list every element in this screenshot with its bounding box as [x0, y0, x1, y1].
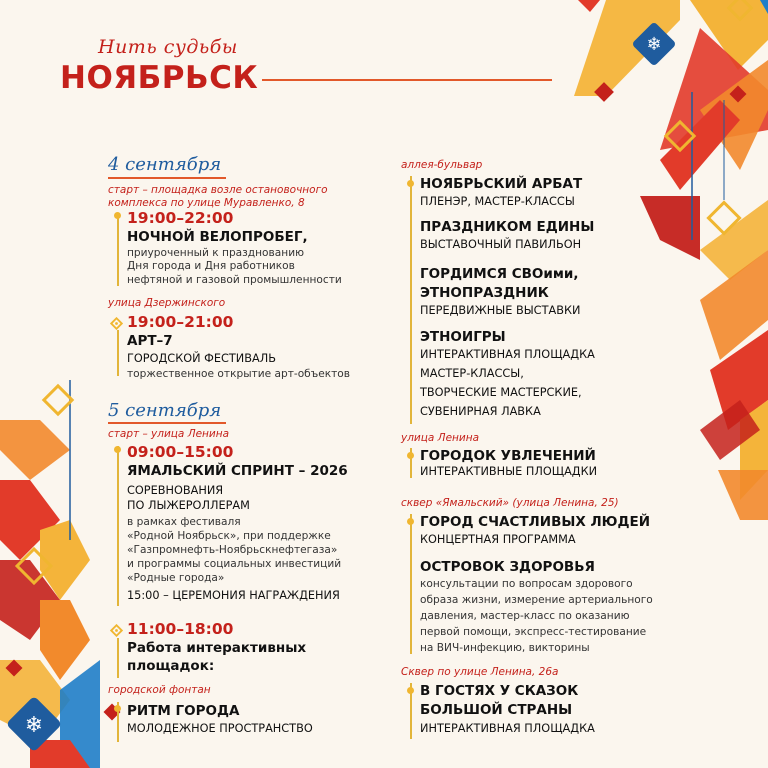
- event-location: улица Дзержинского: [108, 297, 226, 309]
- date-heading: 5 сентября: [108, 400, 222, 421]
- event-title: НОЧНОЙ ВЕЛОПРОБЕГ,: [127, 229, 308, 245]
- event-title: Работа интерактивных: [127, 640, 307, 656]
- event-description: Дня города и Дня работников: [127, 260, 295, 272]
- event-subtitle: ПЕРЕДВИЖНЫЕ ВЫСТАВКИ: [420, 304, 581, 317]
- event-title: ЭТНОПРАЗДНИК: [420, 285, 549, 301]
- event-subtitle: КОНЦЕРТНАЯ ПРОГРАММА: [420, 533, 576, 546]
- svg-text:❄: ❄: [24, 713, 44, 738]
- event-title: ГОРОДОК УВЛЕЧЕНИЙ: [420, 448, 596, 464]
- event-subtitle: ГОРОДСКОЙ ФЕСТИВАЛЬ: [127, 352, 276, 365]
- date-underline: [108, 422, 226, 424]
- event-subtitle: СУВЕНИРНАЯ ЛАВКА: [420, 405, 541, 418]
- event-time: 19:00–21:00: [127, 313, 234, 331]
- timeline-dot: [407, 687, 414, 694]
- event-time: 11:00–18:00: [127, 620, 234, 638]
- event-title: ГОРДИМСЯ СВОими,: [420, 266, 579, 282]
- event-subtitle: ИНТЕРАКТИВНАЯ ПЛОЩАДКА: [420, 722, 595, 735]
- event-location: старт – улица Ленина: [108, 428, 230, 440]
- timeline-line: [117, 330, 119, 376]
- event-description: первой помощи, экспресс-тестирование: [420, 626, 647, 638]
- event-location: Сквер по улице Ленина, 26а: [401, 666, 559, 678]
- event-location: улица Ленина: [401, 432, 480, 444]
- event-subtitle: МАСТЕР-КЛАССЫ,: [420, 367, 524, 380]
- event-description: и программы социальных инвестиций: [127, 558, 342, 570]
- event-title: площадок:: [127, 658, 215, 674]
- event-title: ГОРОД СЧАСТЛИВЫХ ЛЮДЕЙ: [420, 514, 651, 530]
- event-title: ЭТНОИГРЫ: [420, 329, 506, 345]
- event-subtitle: ИНТЕРАКТИВНЫЕ ПЛОЩАДКИ: [420, 465, 598, 478]
- event-description: в рамках фестиваля: [127, 516, 241, 528]
- event-description: на ВИЧ-инфекцию, викторины: [420, 642, 590, 654]
- event-subtitle: ТВОРЧЕСКИЕ МАСТЕРСКИЕ,: [420, 386, 582, 399]
- event-title: НОЯБРЬСКИЙ АРБАТ: [420, 176, 583, 192]
- event-title: ЯМАЛЬСКИЙ СПРИНТ – 2026: [127, 463, 348, 479]
- event-title: БОЛЬШОЙ СТРАНЫ: [420, 702, 573, 718]
- event-subtitle: 15:00 – ЦЕРЕМОНИЯ НАГРАЖДЕНИЯ: [127, 589, 340, 602]
- event-location: аллея-бульвар: [401, 159, 483, 171]
- timeline-line: [117, 638, 119, 678]
- logo-script: Нить судьбы: [98, 36, 238, 58]
- ornament-icon: [110, 624, 123, 637]
- logo-title: НОЯБРЬСК: [60, 60, 259, 96]
- header-rule: [262, 79, 552, 81]
- timeline-dot: [114, 705, 121, 712]
- svg-text:❄: ❄: [646, 34, 662, 55]
- event-time: 09:00–15:00: [127, 443, 234, 461]
- event-description: нефтяной и газовой промышленности: [127, 274, 342, 286]
- event-subtitle: ВЫСТАВОЧНЫЙ ПАВИЛЬОН: [420, 238, 582, 251]
- event-description: образа жизни, измерение артериального: [420, 594, 653, 606]
- event-title: ПРАЗДНИКОМ ЕДИНЫ: [420, 219, 595, 235]
- event-description: «Газпромнефть-Ноябрьскнефтегаза»: [127, 544, 338, 556]
- date-heading: 4 сентября: [108, 154, 222, 175]
- event-description: торжественное открытие арт-объектов: [127, 368, 351, 380]
- timeline-line: [117, 446, 119, 606]
- event-subtitle: СОРЕВНОВАНИЯ: [127, 484, 224, 497]
- event-description: «Родной Ноябрьск», при поддержке: [127, 530, 331, 542]
- event-location: старт – площадка возле остановочного комплекса по улице Муравленко, 8: [108, 184, 328, 209]
- event-title: РИТМ ГОРОДА: [127, 703, 240, 719]
- event-time: 19:00–22:00: [127, 209, 234, 227]
- event-location: сквер «Ямальский» (улица Ленина, 25): [401, 497, 619, 509]
- timeline-dot: [407, 518, 414, 525]
- event-title: В ГОСТЯХ У СКАЗОК: [420, 683, 579, 699]
- event-subtitle: ИНТЕРАКТИВНАЯ ПЛОЩАДКА: [420, 348, 595, 361]
- timeline-dot: [114, 212, 121, 219]
- event-description: приуроченный к празднованию: [127, 247, 304, 259]
- timeline-line: [410, 176, 412, 424]
- event-description: «Родные города»: [127, 572, 225, 584]
- event-subtitle: МОЛОДЕЖНОЕ ПРОСТРАНСТВО: [127, 722, 313, 735]
- event-title: ОСТРОВОК ЗДОРОВЬЯ: [420, 559, 595, 575]
- event-subtitle: ПО ЛЫЖЕРОЛЛЕРАМ: [127, 499, 250, 512]
- event-description: давления, мастер-класс по оказанию: [420, 610, 630, 622]
- date-underline: [108, 177, 226, 179]
- timeline-dot: [114, 446, 121, 453]
- ornament-icon: [110, 317, 123, 330]
- timeline-line: [410, 514, 412, 654]
- event-location: городской фонтан: [108, 684, 211, 696]
- event-title: АРТ–7: [127, 333, 173, 349]
- timeline-dot: [407, 180, 414, 187]
- timeline-line: [117, 214, 119, 286]
- event-description: консультации по вопросам здорового: [420, 578, 633, 590]
- event-subtitle: ПЛЕНЭР, МАСТЕР-КЛАССЫ: [420, 195, 575, 208]
- timeline-dot: [407, 452, 414, 459]
